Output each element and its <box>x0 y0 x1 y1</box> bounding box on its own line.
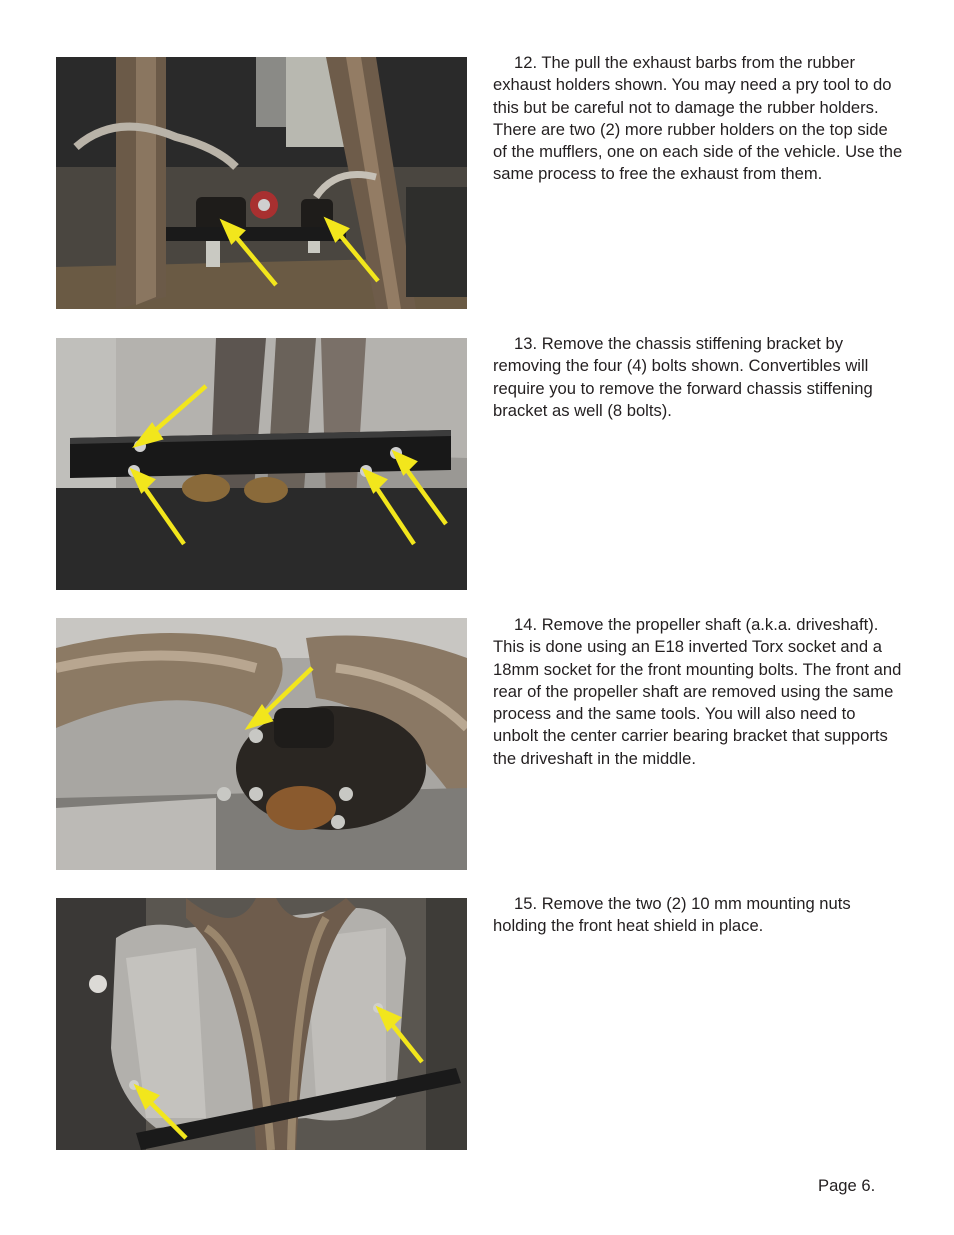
step-15-instruction <box>493 893 903 938</box>
photo-front-heat-shield <box>56 898 467 1150</box>
step-number: 12. <box>514 53 538 72</box>
step-number: 15. <box>514 894 538 913</box>
step-number: 14. <box>514 615 538 634</box>
photo-propeller-shaft-illustration <box>56 618 467 870</box>
photo-chassis-bracket-illustration <box>56 338 467 590</box>
photo-propeller-shaft <box>56 618 467 870</box>
step-14-instruction <box>493 614 903 770</box>
step-13-instruction <box>493 333 903 422</box>
photo-chassis-bracket <box>56 338 467 590</box>
photo-front-heat-shield-illustration <box>56 898 467 1150</box>
step-text: The pull the exhaust barbs from the rubber exhaust holders shown. You may need a pry tool to do this but be careful not to damage the rubber holders. There are two (2) more rubber holders on the top side of the mufflers, one on each side of the vehicle. Use the same process to free the exhaust from them. <box>493 53 903 184</box>
step-12-instruction <box>493 52 903 186</box>
photo-exhaust-rubber-holders-illustration <box>56 57 467 309</box>
step-text: Remove the propeller shaft (a.k.a. driveshaft). This is done using an E18 inverted Torx socket and a 18mm socket for the front mounting bolts. The front and rear of the propeller shaft are removed using the same process and the same tools. You will also need to unbolt the center carrier bearing bracket that supports the driveshaft in the middle. <box>493 615 902 768</box>
step-text: Remove the chassis stiffening bracket by removing the four (4) bolts shown. Convertibles will require you to remove the forward chassis stiffening bracket as well (8 bolts). <box>493 334 873 420</box>
step-number: 13. <box>514 334 538 353</box>
photo-exhaust-rubber-holders <box>56 57 467 309</box>
step-text: Remove the two (2) 10 mm mounting nuts holding the front heat shield in place. <box>493 894 851 936</box>
page-number: Page 6. <box>818 1176 876 1195</box>
